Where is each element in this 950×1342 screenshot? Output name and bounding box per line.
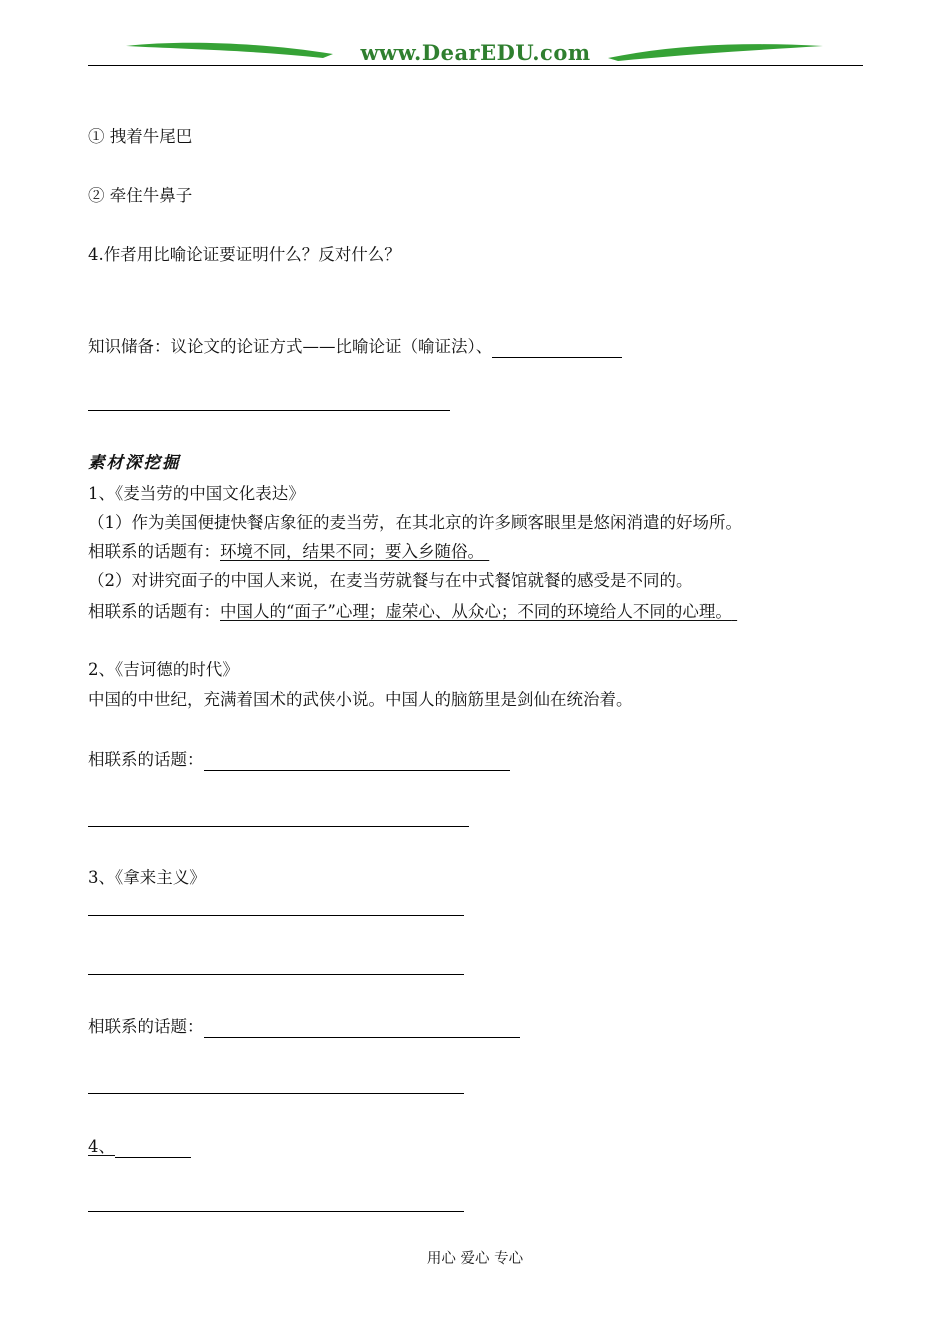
- knowledge-line: [88, 336, 622, 358]
- knowledge-blank[interactable]: [492, 341, 622, 358]
- title-blank[interactable]: [115, 1141, 191, 1158]
- topic-label: 相联系的话题：: [88, 1017, 204, 1036]
- header-rule: [88, 65, 863, 66]
- material-1-para-1: （1）作为美国便捷快餐店象征的麦当劳，在其北京的许多顾客眼里是悠闲消遣的好场所。: [88, 513, 742, 532]
- topic-label: 相联系的话题有：: [88, 602, 220, 621]
- topic-answer: 中国人的“面子”心理；虚荣心、从众心；不同的环境给人不同的心理。: [220, 602, 732, 621]
- material-1-topic-2: [88, 601, 737, 623]
- question-4: 4.作者用比喻论证要证明什么？反对什么？: [88, 245, 401, 264]
- page-footer: 用心 爱心 专心: [426, 1251, 524, 1267]
- site-logo-text[interactable]: www.DearEDU.com: [360, 40, 591, 65]
- answer-line[interactable]: [88, 915, 464, 916]
- topic-answer: 环境不同，结果不同；要入乡随俗。: [220, 542, 484, 561]
- answer-line[interactable]: [88, 1211, 464, 1212]
- material-3-title: 3、《拿来主义》: [88, 868, 206, 887]
- site-header-logo: [88, 38, 863, 68]
- material-1-para-2: （2）对讲究面子的中国人来说，在麦当劳就餐与在中式餐馆就餐的感受是不同的。: [88, 571, 693, 590]
- topic-blank[interactable]: [204, 754, 510, 771]
- material-1-title: 1、《麦当劳的中国文化表达》: [88, 484, 305, 503]
- answer-line[interactable]: [88, 1093, 464, 1094]
- material-4-title: [88, 1136, 191, 1158]
- material-2-title: 2、《吉诃德的时代》: [88, 660, 239, 679]
- answer-line[interactable]: [88, 974, 464, 975]
- material-4-number: 4、: [88, 1137, 115, 1156]
- answer-line[interactable]: [88, 410, 450, 411]
- topic-label: 相联系的话题有：: [88, 542, 220, 561]
- material-3-topic: [88, 1016, 520, 1038]
- material-1-topic-1: [88, 541, 489, 563]
- topic-blank[interactable]: [204, 1021, 520, 1038]
- section-title: 素材深挖掘: [88, 453, 181, 472]
- material-2-topic: [88, 749, 510, 771]
- material-2-text: 中国的中世纪，充满着国术的武侠小说。中国人的脑筋里是剑仙在统治着。: [88, 690, 633, 709]
- item-2: ② 牵住牛鼻子: [88, 186, 193, 205]
- item-1: ① 拽着牛尾巴: [88, 127, 193, 146]
- topic-label: 相联系的话题：: [88, 750, 204, 769]
- knowledge-text: 知识储备：议论文的论证方式——比喻论证（喻证法）、: [88, 337, 493, 356]
- answer-line[interactable]: [88, 826, 469, 827]
